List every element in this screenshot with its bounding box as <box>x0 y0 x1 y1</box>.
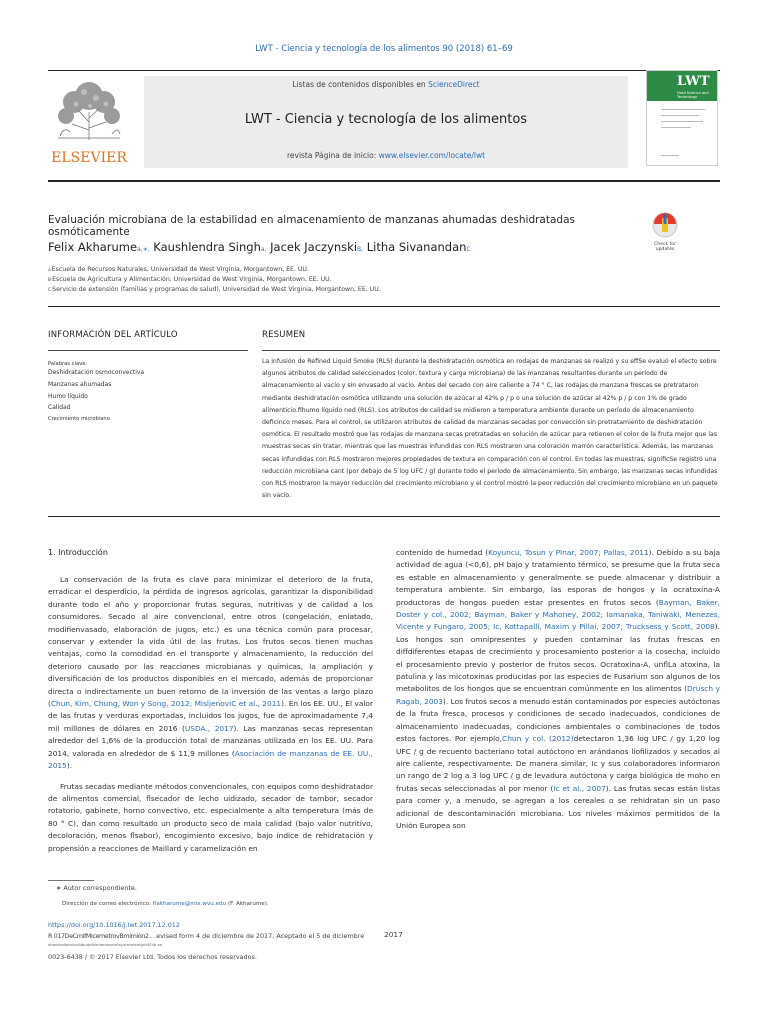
online-line: diaesibelbimisviblbudelbimientosemlayoretaremgrit4Elib ee <box>48 942 163 947</box>
contents-prefix: Listas de contenidos disponibles en <box>292 80 429 89</box>
body-paragraph <box>48 781 373 855</box>
cover-line <box>661 109 705 110</box>
journal-citation[interactable]: LWT - Ciencia y tecnología de los alimentos 90 (2018) 61–69 <box>255 44 513 54</box>
body-paragraph <box>48 574 373 773</box>
cover-line <box>661 121 703 122</box>
citation-link[interactable]: Ic et al., 2007 <box>553 783 606 793</box>
contents-line <box>144 80 628 89</box>
email-prefix: Dirección de correo electrónico: <box>62 901 153 907</box>
body-paragraph <box>396 547 720 832</box>
abstract-rule <box>262 350 720 351</box>
elsevier-tree-icon <box>48 74 130 166</box>
received-line: R 017DeCmifMicemetrovBmimiorı2......evised form 4 de diciembre de 2017; Aceptado el 5 de diciembre <box>48 932 365 940</box>
publisher-wordmark: ELSEVIER <box>51 150 127 166</box>
affiliation <box>48 286 381 293</box>
keyword-item: Deshidratación osmoconvectiva <box>48 369 145 376</box>
abstract-bottom-rule <box>48 516 720 517</box>
header-bottom-rule <box>48 180 720 182</box>
author-name[interactable]: Kaushlendra Singh <box>153 240 261 254</box>
article-title: Evaluación microbiana de la estabilidad en almacenamiento de manzanas ahumadas deshidratadas osmóticamente <box>48 214 575 238</box>
journal-cover <box>646 70 718 166</box>
keywords-label: Palabras clave: <box>48 361 88 367</box>
cover-line <box>661 155 679 156</box>
affiliation <box>48 266 309 273</box>
abstract-text: La infusión de Refined Liquid Smoke (RLS) durante la deshidratación osmótica en rodajas de manzanas se realizó y su effSe evaluó el efecto sobre algunos atributos de calidad seleccionados (color, textura y carga microbiana) de las manzanas resultantes durante un período de almacenamiento al vacío y sin envasado al vacío. Antes del secado con aire caliente a 74 ° C, las rodajas de manzana frescas se pretrataron mediante deshidratación osmótica utilizando una solución de azúcar al 42% p / p o una solución de azúcar al 42% p / p con 1% de grado alimenticio.fihumo líquido ned (RLS). Los atributos de calidad se midieron a temperatura ambiente durante un período de almacenamiento deficinco meses. Para el control, se utilizaron atributos de calidad de manzanas secadas por convección sin pretratamiento de deshidratación osmótica. El resultado mostró que las rodajas de manzana secas pretratadas en solución de azúcar para retienen el color de la fruta mejor que las muestras secas sin tratar, mientras que las muestras infundidas con RLS mostraron una coloración marrón característica. Además, las manzanas secas infundidas con RLS mostraron mejores propiedades de textura en comparación con el control. En todas las muestras, significSe registró una reducción microbiana cant (por debajo de 5 log UFC / g) durante todo el período de almacenamiento. Sin embargo, las manzanas secas infundidas con RLS mostraron la mayor reducción del crecimiento microbiano y el control mostró la peor reducción del crecimiento microbiano en un paquete sin vacío. <box>262 358 718 500</box>
body-text: ). Las frutas secas están listas para comer y, a menudo, se agregan a los cereales o se rehidratan sin un paso adicional de descontaminación microbiana. Los niveles máximos permitidos de la Unión Europea son <box>396 783 720 830</box>
abstract-heading: RESUMEN <box>262 330 306 340</box>
author-name[interactable]: Jacek Jaczynski <box>270 240 358 254</box>
affiliation-mark: a <box>48 268 51 273</box>
author-affiliation-mark[interactable]: C <box>466 246 471 253</box>
author-affiliation-mark[interactable]: a,∗, <box>137 246 150 253</box>
author-name[interactable]: Litha Sivanandan <box>366 240 467 254</box>
affiliation-mark: B <box>48 278 52 283</box>
corresponding-author-note: ∗ Autor correspondiente. <box>56 884 137 892</box>
check-for-updates-button[interactable] <box>648 212 682 250</box>
elsevier-logo <box>48 74 130 166</box>
received-year: 2017 <box>384 930 403 939</box>
citation-link[interactable]: Drusch y Ragab, 2003 <box>396 684 720 706</box>
journal-homepage-link[interactable]: www.elsevier.com/locate/lwt <box>378 151 486 160</box>
email-suffix: (F. Akharume). <box>226 901 269 907</box>
sciencedirect-link[interactable]: ScienceDirect <box>428 80 480 89</box>
received-rest: evised form 4 de diciembre de 2017; Aceptado el 5 de diciembre <box>156 932 365 940</box>
footnote-rule <box>48 880 94 881</box>
citation-link[interactable]: Koyuncu, Tosun y PInar, 2007; Pallas, 2011 <box>488 548 649 557</box>
citation-link[interactable]: Asociación de manzanas de EE. UU., 2015 <box>48 748 374 771</box>
cover-title: LWT <box>677 74 710 89</box>
author-list <box>48 240 648 254</box>
cover-line <box>661 115 699 116</box>
citation-link[interactable]: USDA., 2017 <box>184 723 234 733</box>
body-text: ). En los EE. UU., El valor de las frutas y verduras exportadas, incluidos los jugos, fue de aproximadamente 7,4 mil millones de dólares en 2016 ( <box>48 699 373 733</box>
body-right-column <box>396 547 720 840</box>
email-link[interactable]: fiakharume@mix.wvu.edu <box>152 901 227 907</box>
affiliation-text: Escuela de Agricultura y Alimentación, Universidad de West Virginia, Morgantown, EE. UU. <box>52 276 332 283</box>
crossmark-icon <box>648 212 682 238</box>
body-text: ). <box>66 761 73 771</box>
homepage-line <box>144 151 628 160</box>
keyword-item: Crecimiento microbiano <box>48 416 110 422</box>
article-info-heading: INFORMACIÓN DEL ARTÍCULO <box>48 330 178 340</box>
body-text: ). Las manzanas secas representan alrededor del 1,6% de la producción total de manzanas utilizada en los EE. UU. Para 2014, valorada en alrededor de $ 11,9 millones ( <box>48 723 373 758</box>
body-left-column <box>48 574 373 863</box>
header-top-rule <box>48 70 720 71</box>
body-text: ). Los frutos secos a menudo están contaminados por especies autóctonas de la fruta fresca, procesos y condiciones de secado inadecuados, condiciones de almacenamiento inadecuadas, condiciones ambientales o combinaciones de todos estos factores. Por ejemplo, <box>396 696 721 744</box>
affiliation-text: Servicio de extensión (familias y programas de salud), Universidad de West Virginia, Morgantown, EE. UU. <box>52 286 381 293</box>
body-text: detectaron 1,36 log UFC / gy 1,20 log UFC / g de recuento bacteriano total autóctono en arándanos liofilizados y secados al aire caliente, respectivamente. De manera similar, Ic y sus colaboradores informaron un rango de 2 log a 3 log UFC / g de levadura autóctona y carga biológica de moho en frutas secas seleccionadas al por menor ( <box>396 734 721 793</box>
copyright-line: 0023-6438 / © 2017 Elsevier Ltd. Todos los derechos reservados. <box>48 953 257 961</box>
affiliation-mark: C <box>48 288 52 293</box>
article-info-rule <box>48 350 248 351</box>
body-text: Frutas secadas mediante métodos convencionales, con equipos como deshidratador de alimentos comercial, flsecador de lecho uidizado, secador de tambor, secador rotatorio, gabinete, horno convectivo, etc. especialmente a alta temperatura (más de 80 ° C), dan como resultado un producto seco de mala calidad (bajo valor nutritivo, decoloración, menos flsabor), encogimiento excesivo, bajo índice de rehidratación y propensión a reacciones de Maillard y caramelización en <box>48 781 373 853</box>
received-garbled: R 017DeCmifMicemetrovBmimiorı2 <box>48 932 149 940</box>
keyword-item: Calidad <box>48 404 71 411</box>
citation-link[interactable]: Chun, Kim, Chung, Won y Song, 2012; MisljenoviC et al., 2011 <box>50 699 282 709</box>
body-text: ). Debido a su baja actividad de agua (<0,6), pH bajo y tratamiento térmico, se presume que la fruta seca es estable en almacenamiento y generalmente se puede almacenar y distribuir a temperatura ambiente. Sin embargo, las esporas de hongos y la ocratoxina-A productoras de hongos pueden estar presentes en frutos secos ( <box>396 548 720 607</box>
citation-link[interactable]: Chun y col. (2012) <box>502 734 574 744</box>
keyword-item: Humo líquido <box>48 393 88 400</box>
affiliation <box>48 276 332 283</box>
body-text: ). Los hongos son omnipresentes y pueden contaminar las frutas frescas en diffdiferentes etapas de crecimiento y procesamiento posterior a la cosecha, incluido el procesamiento previo y posterior de frutos secos. Ocratoxina-A, unflLa atoxina, la patulina y las micotoxinas producidas por las especies de Fusarium son algunos de los metabolitos de los hongos que se encuentran comúnmente en los alimentos ( <box>396 622 720 694</box>
cover-banner <box>647 71 717 101</box>
cover-line <box>661 127 691 128</box>
section-heading-introduction: 1. Introducción <box>48 548 108 557</box>
keyword-item: Manzanas ahumadas <box>48 381 112 388</box>
author-name[interactable]: Felix Akharume <box>48 240 138 254</box>
body-text: La conservación de la fruta es clave para minimizar el deterioro de la fruta, erradicar el desperdicio, la pérdida de ingresos agrícolas, garantizar la disponibilidad durante todo el año y proporcionar frutas seguras, nutritivas y de calidad a los consumidores. Secado al aire convencional, entre otros (congelación, enlatado, modifienvasado, elaboración de jugos, etc.) es una técnica común para procesar, conservar y extender la vida útil de las frutas. Los frutos secos tienen muchas ventajas, como la comodidad en el transporte y almacenamiento, la reducción del deterioro causado por las reacciones microbianas y químicas, la ampliación y diversificación de los productos disponibles en el mercado, además de proporcionar directa o indirectamente un buen retorno de la inversión de las ventas a largo plazo ( <box>48 575 373 709</box>
homepage-prefix: revista Página de inicio: <box>286 151 379 160</box>
author-affiliation-mark[interactable]: a, <box>260 246 267 253</box>
author-affiliation-mark[interactable]: B, <box>357 246 364 253</box>
doi-text[interactable]: https://doi.org/10.1016/j.lwt.2017.12.012 <box>48 921 180 929</box>
doi-link[interactable] <box>48 921 180 929</box>
email-note <box>62 901 269 907</box>
crossmark-label: Check for updates <box>654 242 676 252</box>
citation-link[interactable]: Bayman, Baker, Doster y col., 2002; Bayman, Baker y Mahoney, 2002; Iamanaka, Taniwaki, Menezes, Vicente y Fungaro, 2005; Ic, Kottapalli, Maxim y Pillai, 2007; Trucksess y Scott, 2008 <box>396 597 720 632</box>
journal-title: LWT - Ciencia y tecnología de los alimentos <box>244 112 528 127</box>
body-text: contenido de humedad ( <box>396 548 489 557</box>
affiliation-text: Escuela de Recursos Naturales, Universidad de West Virginia, Morgantown, EE. UU. <box>51 266 309 273</box>
cover-subtitle: Food Science and Technology <box>677 91 709 99</box>
affiliations-rule <box>48 306 720 307</box>
